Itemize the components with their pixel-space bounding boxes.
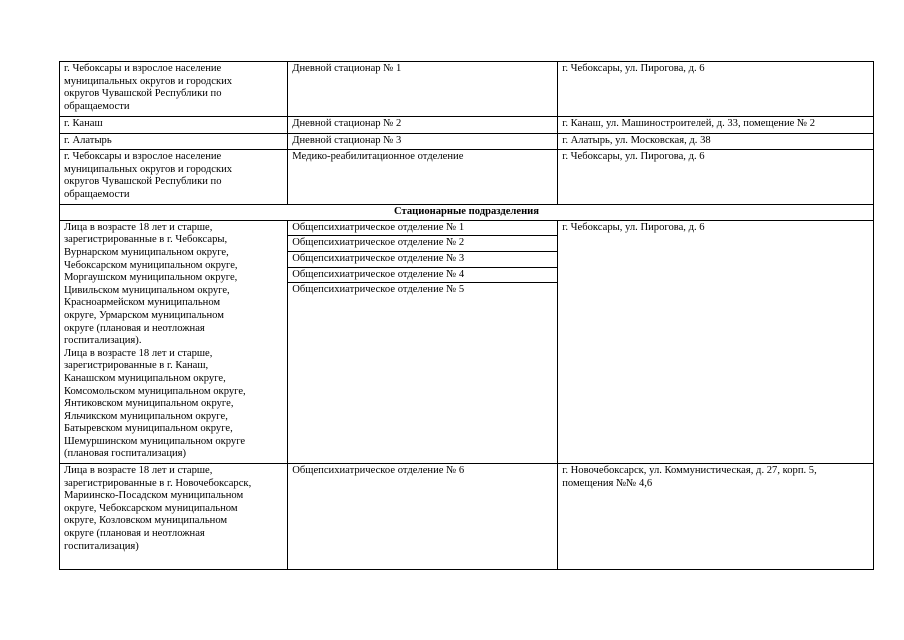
table-row bbox=[60, 150, 874, 205]
list-item bbox=[288, 251, 557, 267]
unit-label: Общепсихиатрическое отделение № 4 bbox=[288, 267, 557, 283]
section-header: Стационарные подразделения bbox=[60, 205, 874, 221]
population-cell: Лица в возрасте 18 лет и старше, зарегистрированные в г. Новочебоксарск, Мариинско-Посадском муниципальном округе, Чебоксарском муниципальном округе, Козловском муниципальном округе (плановая и неотложная госпитализация) bbox=[60, 464, 288, 570]
address-cell: г. Алатырь, ул. Московская, д. 38 bbox=[558, 133, 874, 150]
unit-cell: Общепсихиатрическое отделение № 6 bbox=[288, 464, 558, 570]
unit-label: Общепсихиатрическое отделение № 1 bbox=[288, 221, 557, 236]
population-cell: г. Канаш bbox=[60, 117, 288, 134]
population-cell: г. Чебоксары и взрослое население муниципальных округов и городских округов Чувашской Республики по обращаемости bbox=[60, 150, 288, 205]
unit-cell: Дневной стационар № 3 bbox=[288, 133, 558, 150]
unit-cell: Дневной стационар № 2 bbox=[288, 117, 558, 134]
table-row bbox=[60, 133, 874, 150]
units-list bbox=[288, 221, 557, 298]
list-item bbox=[288, 236, 557, 252]
unit-label: Общепсихиатрическое отделение № 3 bbox=[288, 251, 557, 267]
departments-table bbox=[59, 61, 874, 570]
list-item bbox=[288, 267, 557, 283]
unit-cell: Медико-реабилитационное отделение bbox=[288, 150, 558, 205]
address-cell: г. Канаш, ул. Машиностроителей, д. 33, помещение № 2 bbox=[558, 117, 874, 134]
address-cell: г. Новочебоксарск, ул. Коммунистическая, д. 27, корп. 5, помещения №№ 4,6 bbox=[558, 464, 874, 570]
list-item bbox=[288, 221, 557, 236]
population-cell: г. Алатырь bbox=[60, 133, 288, 150]
address-cell: г. Чебоксары, ул. Пирогова, д. 6 bbox=[558, 150, 874, 205]
unit-cell: Дневной стационар № 1 bbox=[288, 62, 558, 117]
population-cell: г. Чебоксары и взрослое население муниципальных округов и городских округов Чувашской Республики по обращаемости bbox=[60, 62, 288, 117]
address-cell: г. Чебоксары, ул. Пирогова, д. 6 bbox=[558, 62, 874, 117]
address-cell: г. Чебоксары, ул. Пирогова, д. 6 bbox=[558, 220, 874, 463]
table-row bbox=[60, 464, 874, 570]
unit-label: Общепсихиатрическое отделение № 2 bbox=[288, 236, 557, 252]
table-row bbox=[60, 220, 874, 463]
table-row bbox=[60, 62, 874, 117]
units-cell bbox=[288, 220, 558, 463]
table-row bbox=[60, 117, 874, 134]
section-header-row bbox=[60, 205, 874, 221]
unit-label: Общепсихиатрическое отделение № 5 bbox=[292, 284, 465, 296]
list-item bbox=[288, 283, 557, 298]
population-cell: Лица в возрасте 18 лет и старше, зарегистрированные в г. Чебоксары, Вурнарском муниципальном округе, Чебоксарском муниципальном округе, Моргаушском муниципальном округе, Цивильском муниципальном округе, Красноармейском муниципальном округе, Урмарском муниципальном округе (плановая и неотложная госпитализация). Лица в возрасте 18 лет и старше, зарегистрированные в г. Канаш, Канашском муниципальном округе, Комсомольском муниципальном округе, Янтиковском муниципальном округе, Яльчикском муниципальном округе, Батыревском муниципальном округе, Шемуршинском муниципальном округе (плановая госпитализация) bbox=[60, 220, 288, 463]
